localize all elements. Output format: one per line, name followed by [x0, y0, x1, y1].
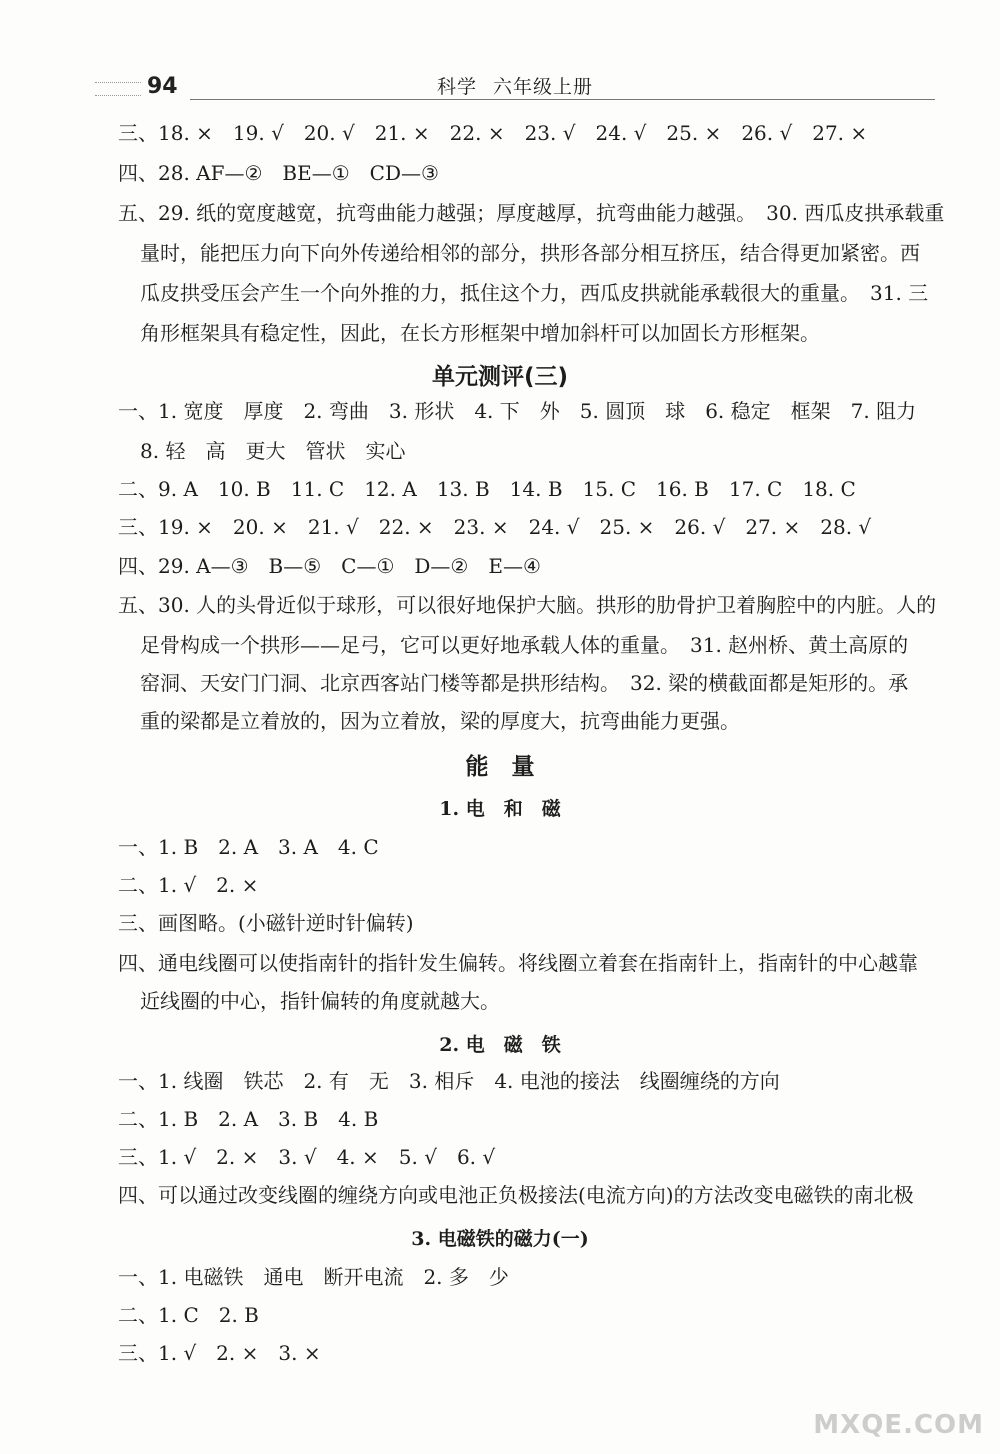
answer-line: 五、29. 纸的宽度越宽，抗弯曲能力越强；厚度越厚，抗弯曲能力越强。 30. 西瓜皮拱承载重 [118, 201, 945, 225]
answer-line: 窑洞、天安门门洞、北京西客站门楼等都是拱形结构。 32. 梁的横截面都是矩形的。承 [140, 671, 909, 695]
answer-line: 三、1. √ 2. × 3. × [118, 1341, 321, 1365]
answer-line: 8. 轻 高 更大 管状 实心 [140, 439, 406, 463]
answer-line: 三、18. × 19. √ 20. √ 21. × 22. × 23. √ 24. √ 25. × 26. √ 27. × [118, 121, 868, 145]
answer-line: 足骨构成一个拱形——足弓，它可以更好地承载人体的重量。 31. 赵州桥、黄土高原的 [140, 633, 909, 657]
answer-line: 四、可以通过改变线圈的缠绕方向或电池正负极接法(电流方向)的方法改变电磁铁的南北极 [118, 1183, 914, 1207]
answer-line: 四、28. AF—② BE—① CD—③ [118, 161, 439, 185]
header-title [95, 72, 935, 99]
lesson-title: 2. 电 磁 铁 [439, 1034, 561, 1056]
answer-line: 一、1. 宽度 厚度 2. 弯曲 3. 形状 4. 下 外 5. 圆顶 球 6. 稳定 框架 7. 阻力 [118, 399, 917, 423]
answer-line: 角形框架具有稳定性，因此，在长方形框架中增加斜杆可以加固长方形框架。 [140, 321, 820, 345]
lesson-title: 1. 电 和 磁 [439, 798, 561, 820]
watermark-logo [813, 1392, 990, 1442]
lesson-title: 3. 电磁铁的磁力(一) [411, 1228, 589, 1250]
answer-line: 四、通电线圈可以使指南针的指针发生偏转。将线圈立着套在指南针上，指南针的中心越靠 [118, 951, 918, 975]
page-number: 94 [147, 74, 178, 99]
answer-line: 二、1. √ 2. × [118, 873, 259, 897]
header-rule [190, 99, 935, 100]
answer-line: 一、1. 线圈 铁芯 2. 有 无 3. 相斥 4. 电池的接法 线圈缠绕的方向 [118, 1069, 780, 1093]
answer-line: 三、画图略。(小磁针逆时针偏转) [118, 911, 414, 935]
answer-line: 二、1. B 2. A 3. B 4. B [118, 1107, 379, 1131]
subject: 科学 [436, 76, 477, 98]
answer-line: 三、19. × 20. × 21. √ 22. × 23. × 24. √ 25. × 26. √ 27. × 28. √ [118, 515, 872, 539]
answer-line: 量时，能把压力向下向外传递给相邻的部分，拱形各部分相互挤压，结合得更加紧密。西 [140, 241, 920, 265]
page-header [95, 70, 935, 102]
chapter-title: 能 量 [465, 754, 535, 780]
answer-line: 一、1. B 2. A 3. A 4. C [118, 835, 379, 859]
answer-line: 近线圈的中心，指针偏转的角度就越大。 [140, 989, 500, 1013]
answer-line: 五、30. 人的头骨近似于球形，可以很好地保护大脑。拱形的肋骨护卫着胸腔中的内脏。人的 [118, 593, 937, 617]
grade: 六年级上册 [493, 76, 594, 98]
watermark-text: MXQE.COM [813, 1410, 984, 1440]
answer-line: 重的梁都是立着放的，因为立着放，梁的厚度大，抗弯曲能力更强。 [140, 709, 740, 733]
answer-line: 一、1. 电磁铁 通电 断开电流 2. 多 少 [118, 1265, 509, 1289]
answer-line: 瓜皮拱受压会产生一个向外推的力，抵住这个力，西瓜皮拱就能承载很大的重量。 31. 三 [140, 281, 929, 305]
answer-line: 二、1. C 2. B [118, 1303, 259, 1327]
answer-line: 三、1. √ 2. × 3. √ 4. × 5. √ 6. √ [118, 1145, 496, 1169]
answer-line: 二、9. A 10. B 11. C 12. A 13. B 14. B 15. C 16. B 17. C 18. C [118, 477, 856, 501]
section-title: 单元测评(三) [431, 364, 569, 390]
answer-line: 四、29. A—③ B—⑤ C—① D—② E—④ [118, 554, 541, 578]
